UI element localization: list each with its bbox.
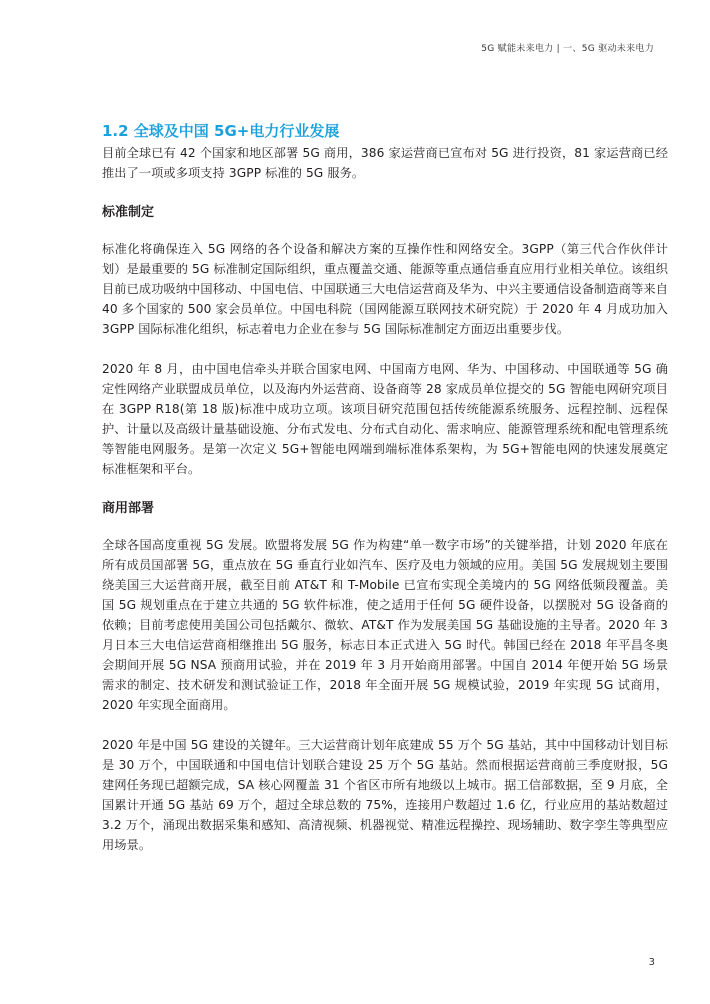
page-number: 3 (648, 957, 655, 968)
commercial-paragraph-1: 全球各国高度重视 5G 发展。欧盟将发展 5G 作为构建“单一数字市场”的关键举措，计划 2020 年底在所有成员国部署 5G，重点放在 5G 垂直行业如汽车、医疗及电力领域的应用。美国 5G 发展规划主要围绕美国三大运营商开展，截至目前 AT&T 和 T-Mobile 已宣布实现全美境内的 5G 网络低频段覆盖。美国 5G 规划重点在于建立共通的 5G 软件标准，使之适用于任何 5G 硬件设备，以摆脱对 5G 设备商的依赖；目前考虑使用美国公司包括戴尔、微软、AT&T 作为发展美国 5G 基础设施的主导者。2020 年 3 月日本三大电信运营商相继推出 5G 服务，标志日本正式进入 5G 时代。韩国已经在 2018 年平昌冬奥会期间开展 5G NSA 预商用试验，并在 2019 年 3 月开始商用部署。中国自 2014 年便开始 5G 场景需求的制定、技术研发和测试验证工作，2018 年全面开展 5G 规模试验，2019 年实现 5G 试商用，2020 年实现全面商用。 (102, 538, 668, 712)
intro-paragraph: 目前全球已有 42 个国家和地区部署 5G 商用，386 家运营商已宣布对 5G 进行投资，81 家运营商已经推出了一项或多项支持 3GPP 标准的 5G 服务。 (102, 146, 668, 180)
standards-heading: 标准制定 (102, 205, 155, 220)
commercial-paragraph-2: 2020 年是中国 5G 建设的关键年。三大运营商计划年底建成 55 万个 5G 基站，其中中国移动计划目标是 30 万个，中国联通和中国电信计划联合建设 25 万个 5G 基站。然而根据运营商前三季度财报，5G 建网任务现已超额完成，SA 核心网覆盖 31 个省区市所有地级以上城市。据工信部数据，至 9 月底，全国累计开通 5G 基站 69 万个，超过全球总数的 75%，连接用户数超过 1.6 亿，行业应用的基站数超过 3.2 万个，涌现出数据采集和感知、高清视频、机器视觉、精准远程操控、现场辅助、数字孪生等典型应用场景。 (102, 738, 668, 852)
standards-paragraph-1: 标准化将确保连入 5G 网络的各个设备和解决方案的互操作性和网络安全。3GPP（第三代合作伙伴计划）是最重要的 5G 标准制定国际组织，重点覆盖交通、能源等重点通信垂直应用行业相关单位。该组织目前已成功吸纳中国移动、中国电信、中国联通三大电信运营商及华为、中兴主要通信设备制造商等来自 40 多个国家的 500 家会员单位。中国电科院（国网能源互联网技术研究院）于 2020 年 4 月成功加入 3GPP 国际标准化组织，标志着电力企业在参与 5G 国际标准制定方面迈出重要步伐。 (102, 242, 668, 336)
commercial-heading: 商用部署 (102, 501, 155, 516)
section-title: 1.2 全球及中国 5G+电力行业发展 (102, 122, 340, 140)
standards-paragraph-2: 2020 年 8 月，由中国电信牵头并联合国家电网、中国南方电网、华为、中国移动、中国联通等 5G 确定性网络产业联盟成员单位，以及海内外运营商、设备商等 28 家成员单位提交的 5G 智能电网研究项目在 3GPP R18(第 18 版)标准中成功立项。该项目研究范围包括传统能源系统服务、远程控制、远程保护、计量以及高级计量基础设施、分布式发电、分布式自动化、需求响应、能源管理系统和配电管理系统等智能电网服务。是第一次定义 5G+智能电网端到端标准体系架构，为 5G+智能电网的快速发展奠定标准框架和平台。 (102, 362, 668, 476)
document-body (102, 121, 668, 855)
running-header: 5G 赋能未来电力 | 一、5G 驱动未来电力 (481, 44, 654, 54)
